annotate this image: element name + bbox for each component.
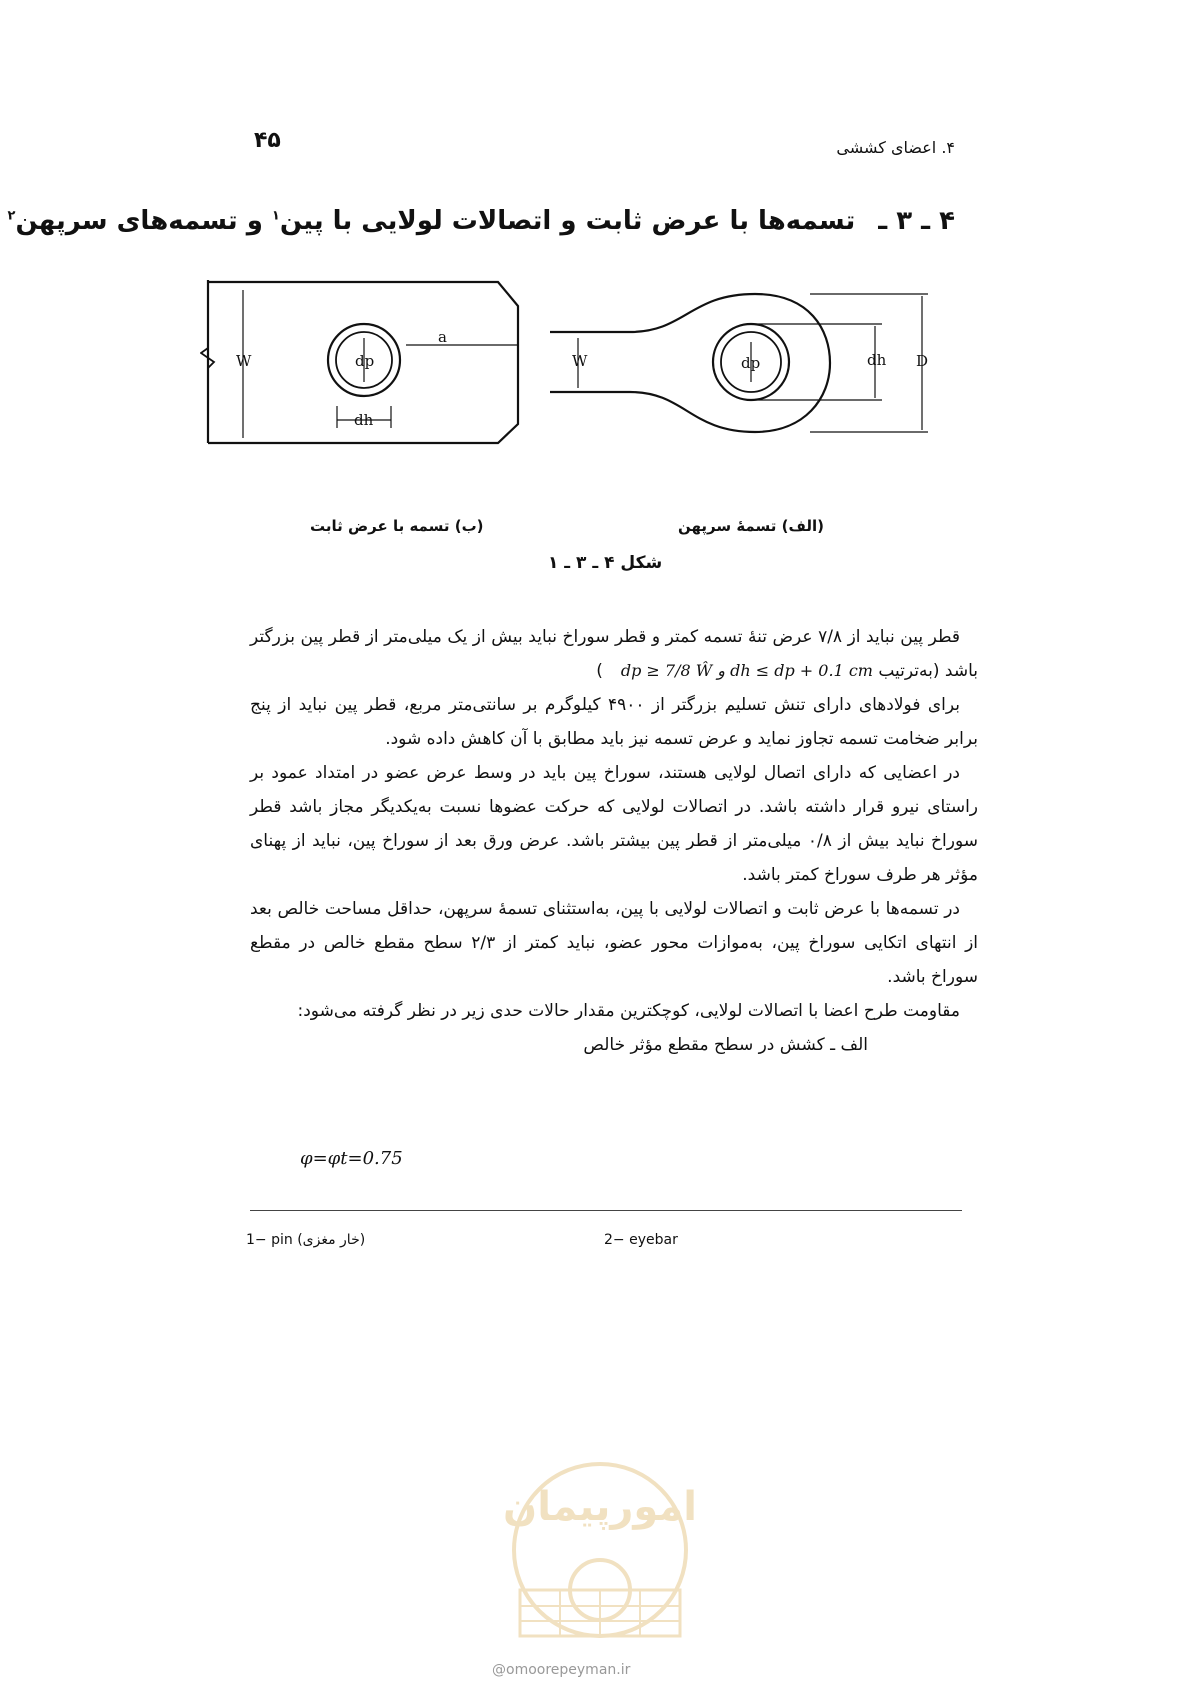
label-dh-a: dh [867,351,887,369]
figure-number: شکل ۴ ـ ۳ ـ ۱ [548,553,663,573]
paragraph-5: مقاومت طرح اعضا با اتصالات لولایی، کوچکترین مقدار حالات حدی زیر در نظر گرفته می‌شود: [297,1001,960,1021]
watermark-url: @omoorepeyman.ir [492,1662,631,1678]
caption-a: (الف) تسمهٔ سرپهن [678,517,824,535]
caption-b: (ب) تسمه با عرض ثابت [310,517,484,535]
paragraph-1 [250,620,978,688]
label-dp-a: dp [741,354,761,372]
running-head: ۴. اعضای کششی [836,138,955,157]
label-D: D [916,352,929,370]
paragraph-4 [250,892,978,994]
p1-formula: dp ≥ 7/8 Ŵ و dh ≤ dp + 0.1 cm [620,661,873,680]
footnote-1: 1− pin (خار مغزی) [246,1232,366,1248]
phi-formula: φ=φt=0.75 [300,1148,403,1169]
p1-end: ) [596,661,603,681]
paragraph-6: الف ـ کشش در سطح مقطع مؤثر خالص [583,1035,868,1055]
footnote-ref-1: ۱ [271,208,280,224]
section-title-connector: و تسمه‌های سرپهن [15,206,263,236]
paragraph-3: در اعضایی که دارای اتصال لولایی هستند، سوراخ پین باید در وسط عرض عضو در امتداد عمود بر راستای نیرو قرار داشته باشد. در اتصالات لولایی که حرکت عضوها نسبت به‌یکدیگر مجاز باشد قطر سوراخ نباید بیش از ۰/۸ میلی‌متر از قطر پین بیشتر باشد. عرض ورق بعد از سوراخ پین، نباید از پهنای مؤثر هر طرف سوراخ کمتر باشد. [250,763,978,885]
paragraph-2: برای فولادهای دارای تنش تسلیم بزرگتر از ۴۹۰۰ کیلوگرم بر سانتی‌متر مربع، قطر پین نباید از پنج برابر ضخامت تسمه تجاوز نماید و عرض تسمه نیز باید مطابق با آن کاهش داده شود. [250,695,978,749]
label-dp-b: dp [355,352,375,370]
footnote-2: 2− eyebar [604,1232,678,1248]
p4-fraction: ۲/۳ [471,933,496,953]
label-w-b: W [236,352,252,370]
watermark-logo [470,1440,730,1650]
label-w-a: W [572,352,588,370]
label-a: a [438,328,447,346]
figure-pin-plates [200,280,940,480]
label-dh-b: dh [354,411,374,429]
footnote-ref-2: ۲ [7,208,16,224]
section-heading [7,206,955,236]
p4-text-a: در تسمه‌ها با عرض ثابت و اتصالات لولایی با پین، به‌استثنای تسمهٔ سرپهن، حداقل مساحت خالص بعد از انتهای اتکایی سوراخ پین، به‌موازات محور عضو، نباید کمتر از [250,899,979,953]
p4-text-b: سطح مقطع خالص در مقطع سوراخ باشد. [250,933,978,987]
section-number: ۴ ـ ۳ ـ [878,206,955,236]
footnote-rule [250,1210,962,1211]
p1-text-b: عرض تنهٔ تسمه کمتر و قطر سوراخ نباید بیش از یک میلی‌متر از قطر پین بزرگتر باشد (به‌ترتیب [250,627,978,681]
page-number: ۴۵ [254,128,281,153]
p1-text-a: قطر پین نباید از [847,627,961,647]
watermark-logo-text: امورپیمان [503,1484,697,1530]
p1-fraction: ۷/۸ [818,627,843,647]
section-title: تسمه‌ها با عرض ثابت و اتصالات لولایی با پین [279,206,856,236]
body-text [250,620,978,1062]
